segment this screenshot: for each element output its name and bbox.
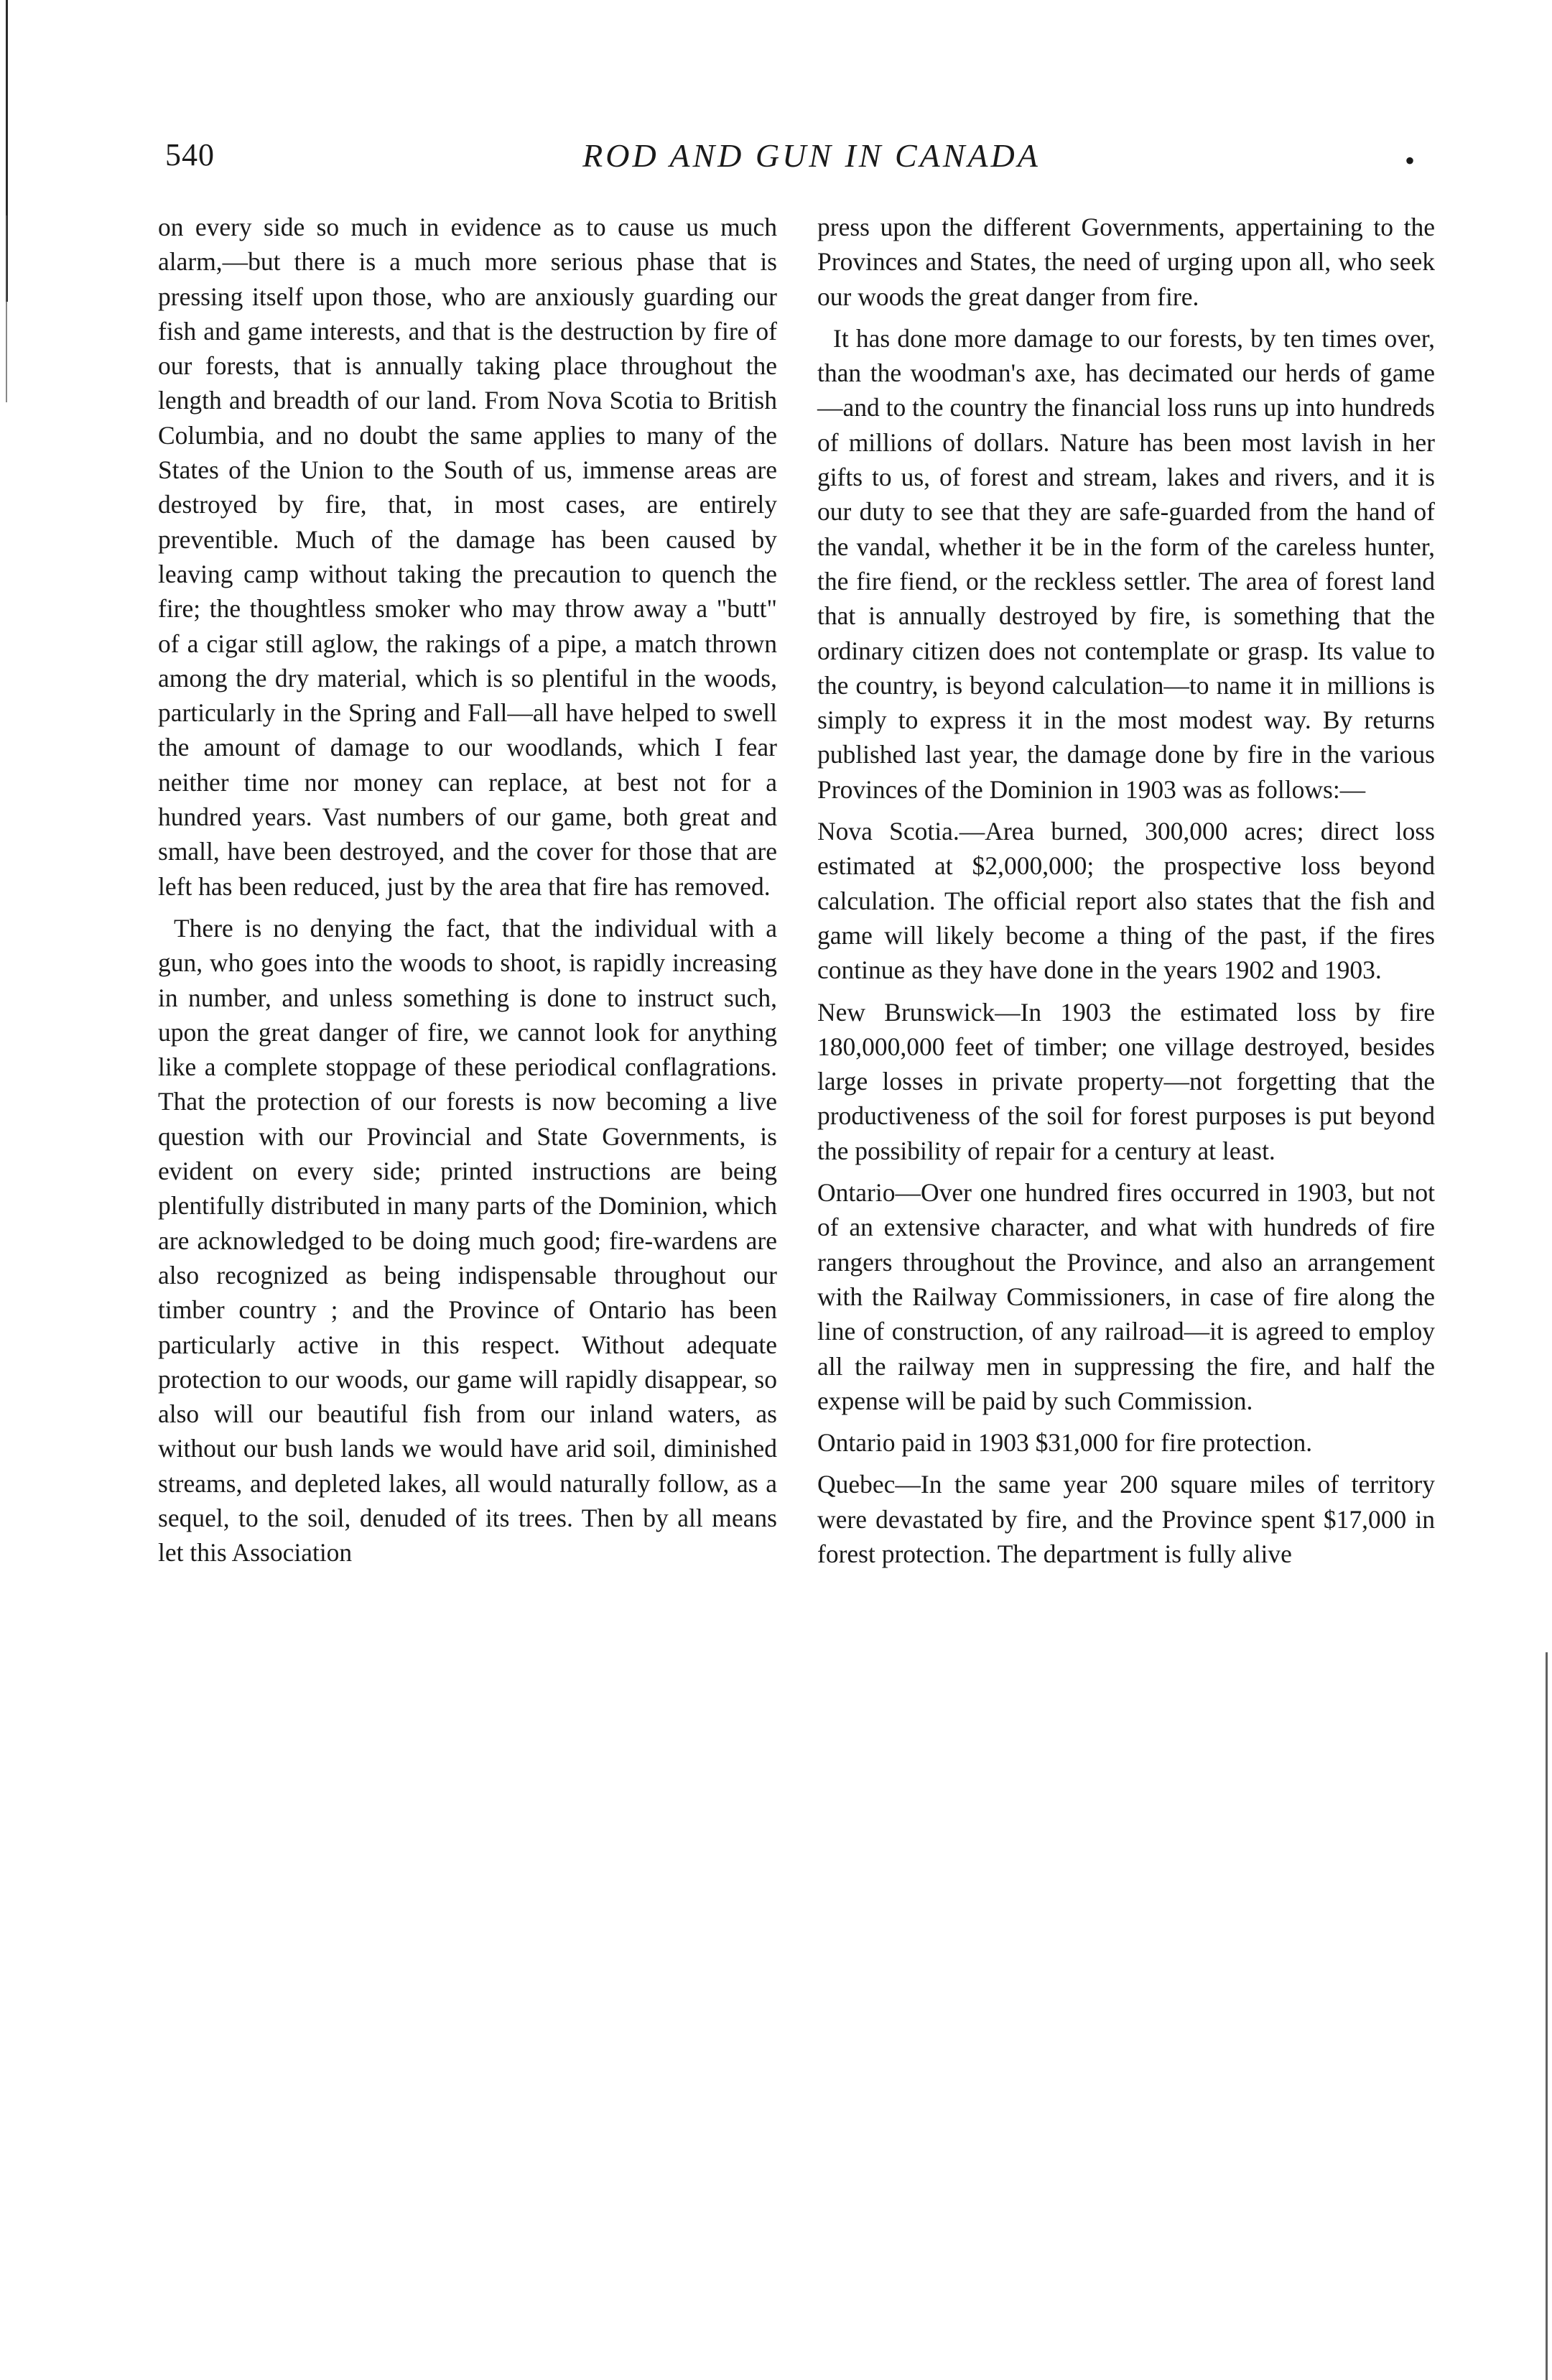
paragraph: Quebec—In the same year 200 square miles of territory were devastated by fire, and the Province spent $17,000 in forest protection. The department is fully alive [817,1470,1435,1568]
left-column [158,210,777,1578]
paragraph: press upon the different Governments, appertaining to the Provinces and States, the need of urging upon all, who seek our woods the great danger from fire. [817,213,1435,311]
scan-edge-line-right [1546,1652,1548,2380]
paragraph: It has done more damage to our forests, by ten times over, than the woodman's axe, has decimated our herds of game—and to the country the financial loss runs up into hundreds of millions of dollars. Nature has been most lavish in her gifts to us, of forest and stream, lakes and rivers, and it is our duty to see that they are safe-guarded from the hand of the vandal, whether it be in the form of the careless hunter, the fire fiend, or the reckless settler. The area of forest land that is annually destroyed by fire, is something that the ordinary citizen does not contemplate or grasp. Its value to the country, is beyond calculation—to name it in millions is simply to express it in the most modest way. By returns published last year, the damage done by fire in the various Provinces of the Dominion in 1903 was as follows:— [817,323,1435,804]
right-column [817,210,1435,1578]
running-title: ROD AND GUN IN CANADA [582,137,1041,174]
paragraph: Ontario—Over one hundred fires occurred in 1903, but not of an extensive character, and what with hundreds of fire rangers throughout the Province, and also an arrangement with the Railway Commissioners, in case of fire along the line of construction, of any railroad—it is agreed to employ all the railway men in suppressing the fire, and half the expense will be paid by such Commission. [817,1178,1435,1415]
scan-edge-line-faint [6,216,7,402]
paragraph: There is no denying the fact, that the individual with a gun, who goes into the woods to shoot, is rapidly increasing in number, and unless something is done to instruct such, upon the great danger of fire, we cannot look for anything like a complete stoppage of these periodical conflagrations. That the protection of our forests is now becoming a live question with our Provincial and State Governments, is evident on every side; printed instructions are being plentifully distributed in many parts of the Dominion, which are acknowledged to be doing much good; fire-wardens are also recognized as being indispensable throughout our timber country ; and the Province of Ontario has been particularly active in this respect. Without adequate protection to our woods, our game will rapidly disappear, so also will our beautiful fish from our inland waters, as without our bush lands we would have arid soil, diminished streams, and depleted lakes, all would naturally follow, as a sequel, to the soil, denuded of its trees. Then by all means let this Association [158,913,777,1568]
paragraph: Ontario paid in 1903 $31,000 for fire protection. [817,1428,1313,1458]
page-number: 540 [165,137,215,172]
paragraph: Nova Scotia.—Area burned, 300,000 acres; direct loss estimated at $2,000,000; the prospective loss beyond calculation. The official report also states that the fish and game will likely become a thing of the past, if the fires continue as they have done in the years 1902 and 1903. [817,817,1435,985]
paragraph: New Brunswick—In 1903 the estimated loss by fire 180,000,000 feet of timber; one village destroyed, besides large losses in private property—not forgetting that the productiveness of the soil for forest purposes is put beyond the possibility of repair for a century at least. [817,997,1435,1165]
page-header [165,136,1458,187]
header-mark: • [1404,144,1415,177]
paragraph: on every side so much in evidence as to cause us much alarm,—but there is a much more serious phase that is pressing itself upon those, who are anxiously guarding our fish and game interests, and that is the destruction by fire of our forests, that is annually taking place throughout the length and breadth of our land. From Nova Scotia to British Columbia, and no doubt the same applies to many of the States of the Union to the South of us, immense areas are destroyed by fire, that, in most cases, are entirely preventible. Much of the damage has been caused by leaving camp without taking the precaution to quench the fire; the thoughtless smoker who may throw away a "butt" of a cigar still aglow, the rakings of a pipe, a match thrown among the dry material, which is so plentiful in the woods, particularly in the Spring and Fall—all have helped to swell the amount of damage to our woodlands, which I fear neither time nor money can replace, at best not for a hundred years. Vast numbers of our game, both great and small, have been destroyed, and the cover for those that are left has been reduced, just by the area that fire has removed. [158,213,777,901]
